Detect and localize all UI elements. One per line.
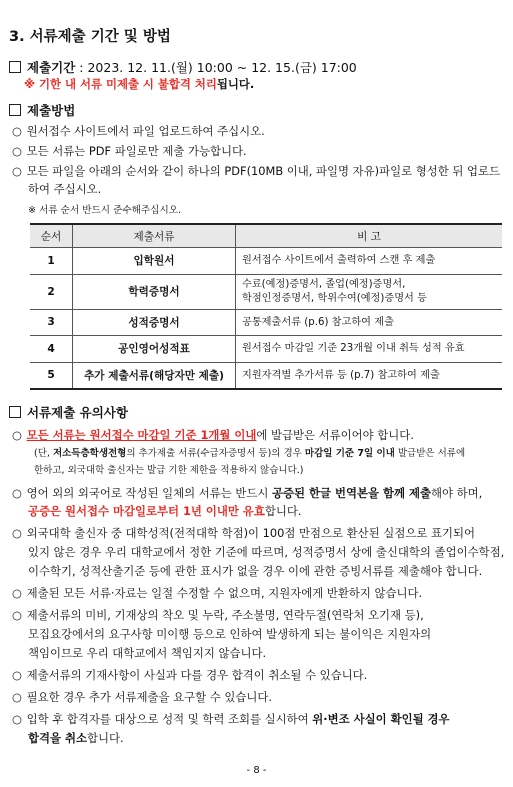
period-note-tail: 됩니다. bbox=[216, 77, 255, 91]
note-item-cont: 모집요강에서의 요구사항 미이행 등으로 인하여 발생하게 되는 불이익은 지원자의 bbox=[28, 627, 432, 641]
method-item bbox=[12, 123, 265, 140]
table-row bbox=[30, 362, 502, 389]
note-item bbox=[12, 485, 482, 502]
cell-doc: 추가 제출서류(해당자만 제출) bbox=[73, 362, 236, 389]
note-item-cont bbox=[28, 730, 124, 747]
cell-no: 3 bbox=[30, 309, 73, 336]
cell-note-line: 원서접수 마감일 기준 23개월 이내 취득 성적 유효 bbox=[242, 343, 465, 354]
note-text: 제출서류의 기재사항이 사실과 다를 경우 합격이 취소될 수 있습니다. bbox=[26, 668, 368, 682]
cell-note-line: 학점인정증명서, 학위수여(예정)증명서 등 bbox=[242, 292, 427, 304]
circle-bullet-icon: ○ bbox=[12, 608, 22, 622]
note-item-cont: 책임이므로 우리 대학교에서 책임지지 않습니다. bbox=[28, 646, 267, 660]
section-heading: 3. 서류제출 기간 및 방법 bbox=[9, 29, 171, 45]
method-item bbox=[12, 143, 247, 160]
method-item-text: 원서접수 사이트에서 파일 업로드하여 주십시오. bbox=[26, 124, 265, 138]
note-item bbox=[12, 607, 424, 624]
cell-note bbox=[236, 309, 503, 336]
note-text: (단, bbox=[34, 448, 53, 459]
note-item bbox=[12, 711, 450, 728]
period-note bbox=[24, 76, 254, 93]
circle-bullet-icon: ○ bbox=[12, 124, 22, 138]
table-header-row bbox=[30, 224, 502, 248]
cell-doc: 학력증명서 bbox=[73, 274, 236, 309]
note-text: 필요한 경우 추가 서류제출을 요구할 수 있습니다. bbox=[26, 690, 273, 704]
table-header-cell: 순서 bbox=[30, 224, 73, 248]
notes-title bbox=[9, 403, 128, 421]
note-red-text: 공증은 원서접수 마감일로부터 1년 이내만 유효 bbox=[28, 504, 265, 518]
note-text: 제출서류의 미비, 기재상의 착오 및 누락, 주소불명, 연락두절(연락처 오기재 등), bbox=[26, 608, 424, 622]
note-text: 발급받은 서류에 bbox=[394, 448, 466, 459]
cell-no: 4 bbox=[30, 336, 73, 363]
period-line bbox=[9, 58, 357, 76]
circle-bullet-icon: ○ bbox=[12, 428, 22, 442]
note-item-cont bbox=[28, 503, 301, 520]
cell-note-line: 지원자격별 추가서류 등 (p.7) 참고하여 제출 bbox=[242, 369, 440, 381]
cell-doc: 공인영어성적표 bbox=[73, 336, 236, 363]
method-title bbox=[9, 101, 75, 119]
note-bold-text: 위·변조 사실이 확인될 경우 bbox=[312, 712, 450, 726]
circle-bullet-icon: ○ bbox=[12, 668, 22, 682]
note-item bbox=[12, 525, 475, 542]
period-label: 제출기간 bbox=[27, 60, 76, 75]
method-item-text: 모든 서류는 PDF 파일로만 제출 가능합니다. bbox=[26, 144, 247, 158]
circle-bullet-icon: ○ bbox=[12, 164, 22, 178]
note-text: 해야 하며, bbox=[430, 486, 483, 500]
table-row bbox=[30, 248, 502, 275]
note-bold-text: 합격을 취소 bbox=[28, 731, 87, 745]
cell-no: 5 bbox=[30, 362, 73, 389]
table-row bbox=[30, 274, 502, 309]
note-item bbox=[12, 667, 367, 684]
note-item-cont: 있지 않은 경우 우리 대학교에서 정한 기준에 따르며, 성적증명서 상에 출신대학의 졸업이수학점, bbox=[28, 545, 505, 559]
circle-bullet-icon: ○ bbox=[12, 144, 22, 158]
cell-doc: 성적증명서 bbox=[73, 309, 236, 336]
cell-note-line: 원서접수 사이트에서 출력하여 스캔 후 제출 bbox=[242, 255, 436, 266]
method-item-cont: 하여 주십시오. bbox=[28, 182, 102, 196]
period-value: : 2023. 12. 11.(월) 10:00 ~ 12. 15.(금) 17:00 bbox=[75, 60, 357, 75]
note-item bbox=[12, 427, 414, 444]
note-sub bbox=[34, 446, 465, 462]
cell-doc: 입학원서 bbox=[73, 248, 236, 275]
table-header-cell: 제출서류 bbox=[73, 224, 236, 248]
table-row bbox=[30, 336, 502, 363]
note-text: 영어 외의 외국어로 작성된 일체의 서류는 반드시 bbox=[26, 486, 273, 500]
checkbox-square-icon bbox=[9, 61, 21, 73]
cell-note-line: 공통제출서류 (p.6) 참고하여 제출 bbox=[242, 316, 394, 328]
circle-bullet-icon: ○ bbox=[12, 690, 22, 704]
note-red-text: 모든 서류는 원서접수 마감일 기준 1개월 이내 bbox=[26, 428, 257, 442]
method-item-text: 모든 파일을 아래의 순서와 같이 하나의 PDF(10MB 이내, 파일명 자유)파일로 형성한 뒤 업로드 bbox=[26, 164, 501, 178]
page-number: - 8 - bbox=[246, 765, 267, 776]
note-text: 에 발급받은 서류이어야 합니다. bbox=[256, 428, 414, 442]
notes-title-text: 서류제출 유의사항 bbox=[27, 405, 128, 420]
documents-table bbox=[30, 223, 502, 390]
circle-bullet-icon: ○ bbox=[12, 486, 22, 500]
note-text: 합니다. bbox=[264, 504, 302, 518]
note-bold-text: 마감일 기준 7일 이내 bbox=[304, 448, 395, 459]
cell-note bbox=[236, 248, 503, 275]
circle-bullet-icon: ○ bbox=[12, 526, 22, 540]
note-sub: 한하고, 외국대학 출신자는 발급 기한 제한을 적용하지 않습니다.) bbox=[34, 465, 304, 476]
cell-note-line: 수료(예정)증명서, 졸업(예정)증명서, bbox=[242, 279, 406, 290]
note-item-cont: 이수학기, 성적산출기준 등에 관한 표시가 없을 경우 이에 관한 증빙서류를 제출해야 합니다. bbox=[28, 564, 483, 578]
note-bold-text: 저소득층학생전형 bbox=[52, 448, 127, 459]
note-item bbox=[12, 585, 422, 602]
method-title-text: 제출방법 bbox=[27, 103, 76, 118]
method-item bbox=[12, 163, 500, 180]
checkbox-square-icon bbox=[9, 406, 21, 418]
method-small-note: ※ 서류 순서 반드시 준수해주십시오. bbox=[28, 205, 182, 216]
note-text: 외국대학 출신자 중 대학성적(전적대학 학점)이 100점 만점으로 환산된 실점으로 표기되어 bbox=[26, 526, 475, 540]
cell-no: 1 bbox=[30, 248, 73, 275]
note-bold-text: 공증된 한글 번역본을 함께 제출 bbox=[272, 486, 431, 500]
cell-note bbox=[236, 274, 503, 309]
cell-note bbox=[236, 362, 503, 389]
period-note-red: ※ 기한 내 서류 미제출 시 불합격 처리 bbox=[24, 77, 217, 91]
table-header-cell: 비 고 bbox=[236, 224, 503, 248]
cell-note bbox=[236, 336, 503, 363]
table-row bbox=[30, 309, 502, 336]
note-text: 의 추가제출 서류(수급자증명서 등)의 경우 bbox=[126, 448, 305, 459]
checkbox-square-icon bbox=[9, 104, 21, 116]
circle-bullet-icon: ○ bbox=[12, 712, 22, 726]
note-text: 합니다. bbox=[86, 731, 124, 745]
cell-no: 2 bbox=[30, 274, 73, 309]
circle-bullet-icon: ○ bbox=[12, 586, 22, 600]
note-text: 제출된 모든 서류·자료는 일절 수정할 수 없으며, 지원자에게 반환하지 않습니다. bbox=[26, 586, 423, 600]
note-item bbox=[12, 689, 272, 706]
note-text: 입학 후 합격자를 대상으로 성적 및 학력 조회를 실시하여 bbox=[26, 712, 313, 726]
